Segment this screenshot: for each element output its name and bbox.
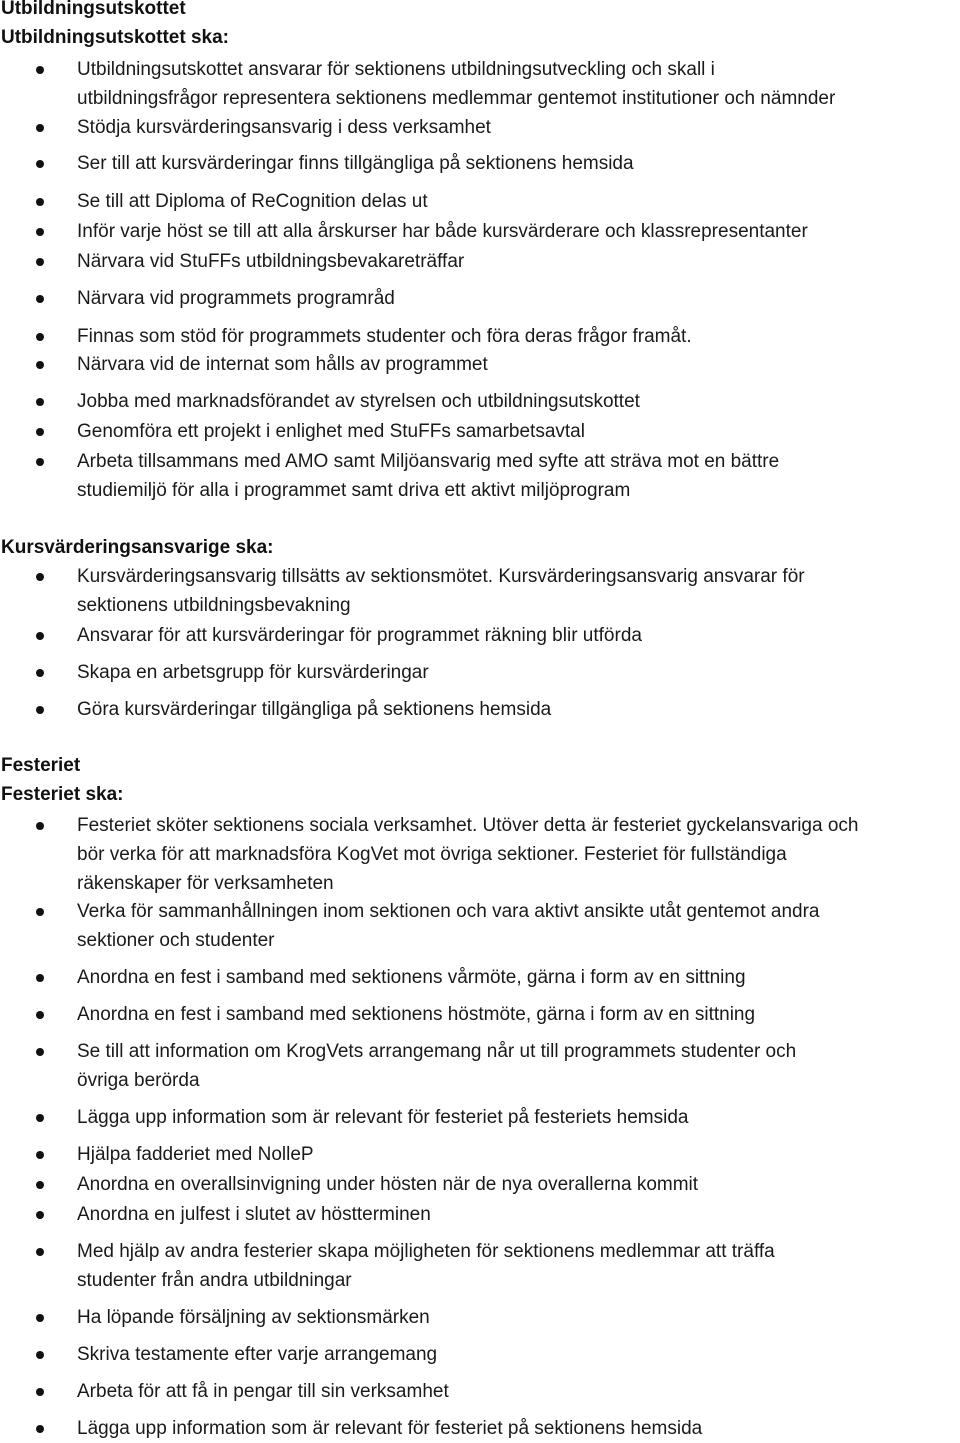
- list-item-text: studenter från andra utbildningar: [77, 1270, 352, 1291]
- list-item-text: Lägga upp information som är relevant för festeriet på sektionens hemsida: [77, 1418, 703, 1439]
- list-item-text: Kursvärderingsansvarig tillsätts av sektionsmötet. Kursvärderingsansvarig ansvarar för: [77, 566, 805, 587]
- list-item-text: Anordna en fest i samband med sektionens vårmöte, gärna i form av en sittning: [77, 967, 746, 988]
- bullet-icon: [36, 908, 44, 916]
- list-item-text: Skriva testamente efter varje arrangemang: [77, 1344, 438, 1365]
- section-title-utbildningsutskottet: Utbildningsutskottet: [1, 0, 186, 19]
- bullet-icon: [36, 458, 44, 466]
- list-item-text: Ansvarar för att kursvärderingar för programmet räkning blir utförda: [77, 625, 642, 646]
- bullet-icon: [36, 333, 44, 341]
- list-item-text: Jobba med marknadsförandet av styrelsen och utbildningsutskottet: [77, 391, 640, 412]
- list-item-text: Arbeta för att få in pengar till sin verksamhet: [77, 1381, 449, 1402]
- bullet-icon: [36, 1388, 44, 1396]
- list-item-text: Närvara vid programmets programråd: [77, 288, 395, 309]
- bullet-icon: [36, 160, 44, 168]
- bullet-icon: [36, 1425, 44, 1433]
- heading-utbildningsutskottet-ska: Utbildningsutskottet ska:: [1, 27, 230, 48]
- list-item-text: Lägga upp information som är relevant för festeriet på festeriets hemsida: [77, 1107, 689, 1128]
- list-item-text: Se till att information om KrogVets arrangemang når ut till programmets studenter och: [77, 1041, 797, 1062]
- list-item-text: sektioner och studenter: [77, 930, 275, 951]
- list-item-text: Skapa en arbetsgrupp för kursvärderingar: [77, 662, 429, 683]
- list-item-text: Närvara vid StuFFs utbildningsbevakareträffar: [77, 251, 465, 272]
- bullet-icon: [36, 1048, 44, 1056]
- list-item-text: övriga berörda: [77, 1070, 200, 1091]
- list-item-text: räkenskaper för verksamheten: [77, 873, 334, 894]
- list-item-text: Med hjälp av andra festerier skapa möjligheten för sektionens medlemmar att träffa: [77, 1241, 775, 1262]
- bullet-icon: [36, 198, 44, 206]
- bullet-icon: [36, 1181, 44, 1189]
- list-item-text: Anordna en overallsinvigning under hösten när de nya overallerna kommit: [77, 1174, 699, 1195]
- list-item-text: Närvara vid de internat som hålls av programmet: [77, 354, 488, 375]
- heading-kursvarderingsansvarige-ska: Kursvärderingsansvarige ska:: [1, 537, 274, 558]
- bullet-icon: [36, 1351, 44, 1359]
- bullet-icon: [36, 66, 44, 74]
- bullet-icon: [36, 1248, 44, 1256]
- bullet-icon: [36, 124, 44, 132]
- bullet-icon: [36, 974, 44, 982]
- list-item-text: utbildningsfrågor representera sektionens medlemmar gentemot institutioner och nämnder: [77, 88, 836, 109]
- section-title-festeriet: Festeriet: [1, 755, 81, 776]
- bullet-icon: [36, 1211, 44, 1219]
- bullet-icon: [36, 295, 44, 303]
- bullet-icon: [36, 428, 44, 436]
- list-item-text: Anordna en fest i samband med sektionens höstmöte, gärna i form av en sittning: [77, 1004, 756, 1025]
- bullet-icon: [36, 361, 44, 369]
- list-item-text: Genomföra ett projekt i enlighet med StuFFs samarbetsavtal: [77, 421, 585, 442]
- list-item-text: bör verka för att marknadsföra KogVet mot övriga sektioner. Festeriet för fullständiga: [77, 844, 787, 865]
- list-item-text: Ha löpande försäljning av sektionsmärken: [77, 1307, 430, 1328]
- bullet-icon: [36, 822, 44, 830]
- bullet-icon: [36, 573, 44, 581]
- bullet-icon: [36, 1151, 44, 1159]
- list-item-text: Hjälpa fadderiet med NolleP: [77, 1144, 314, 1165]
- list-item-text: Utbildningsutskottet ansvarar för sektionens utbildningsutveckling och skall i: [77, 59, 715, 80]
- list-item-text: Finnas som stöd för programmets studenter och föra deras frågor framåt.: [77, 326, 692, 347]
- bullet-icon: [36, 1314, 44, 1322]
- list-item-text: Festeriet sköter sektionens sociala verksamhet. Utöver detta är festeriet gyckelansvariga och: [77, 815, 859, 836]
- list-item-text: Göra kursvärderingar tillgängliga på sektionens hemsida: [77, 699, 552, 720]
- heading-festeriet-ska: Festeriet ska:: [1, 784, 124, 805]
- bullet-icon: [36, 632, 44, 640]
- bullet-icon: [36, 258, 44, 266]
- list-item-text: Ser till att kursvärderingar finns tillgängliga på sektionens hemsida: [77, 153, 634, 174]
- list-item-text: Verka för sammanhållningen inom sektionen och vara aktivt ansikte utåt gentemot andra: [77, 901, 820, 922]
- list-item-text: Inför varje höst se till att alla årskurser har både kursvärderare och klassrepresentanter: [77, 221, 808, 242]
- bullet-icon: [36, 1114, 44, 1122]
- list-item-text: Anordna en julfest i slutet av höstterminen: [77, 1204, 431, 1225]
- list-item-text: Arbeta tillsammans med AMO samt Miljöansvarig med syfte att sträva mot en bättre: [77, 451, 780, 472]
- bullet-icon: [36, 228, 44, 236]
- list-item-text: sektionens utbildningsbevakning: [77, 595, 351, 616]
- list-item-text: Stödja kursvärderingsansvarig i dess verksamhet: [77, 117, 491, 138]
- list-item-text: studiemiljö för alla i programmet samt driva ett aktivt miljöprogram: [77, 480, 631, 501]
- list-item-text: Se till att Diploma of ReCognition delas ut: [77, 191, 428, 212]
- bullet-icon: [36, 706, 44, 714]
- bullet-icon: [36, 398, 44, 406]
- bullet-icon: [36, 1011, 44, 1019]
- bullet-icon: [36, 669, 44, 677]
